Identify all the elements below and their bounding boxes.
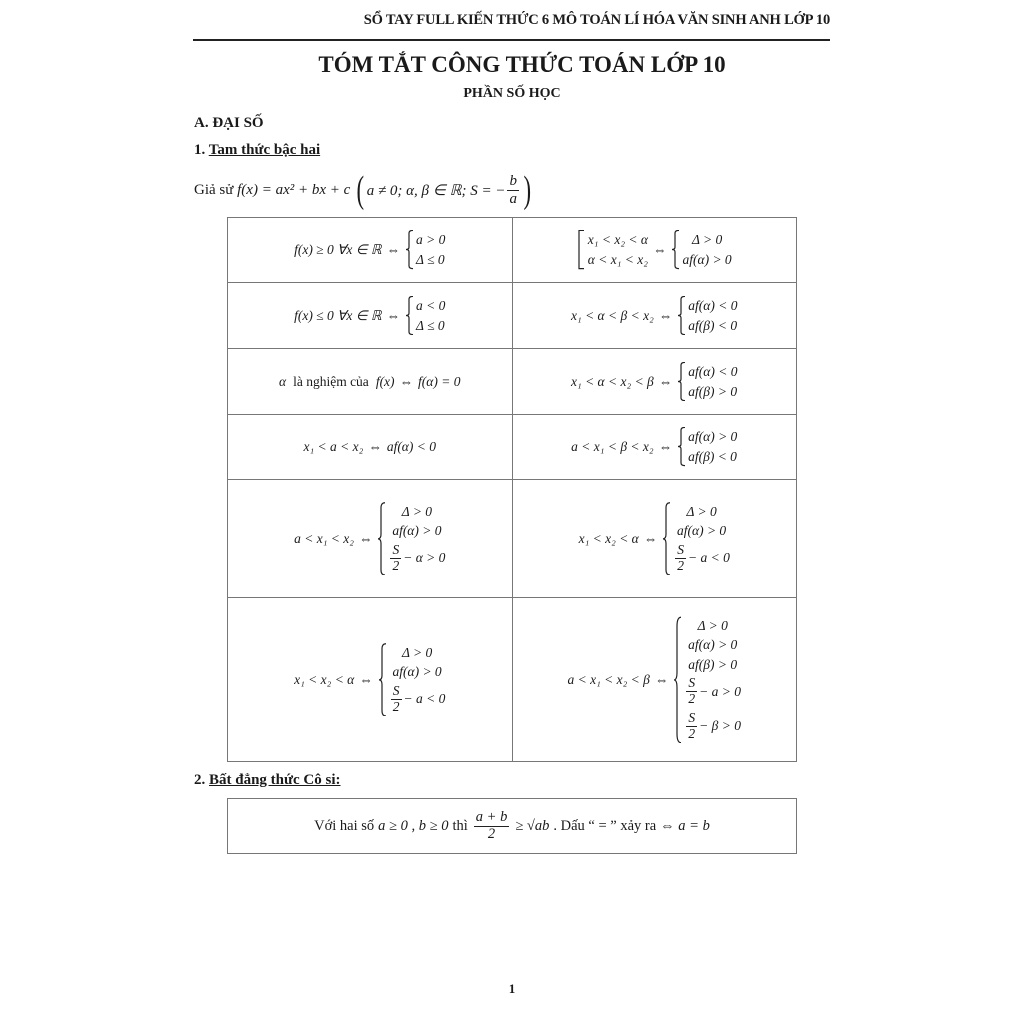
formula-cell [512,598,797,762]
formula-lhs: x₁ < x₂ < α [578,530,639,546]
condition [388,543,445,574]
iff-symbol: ⇔ [358,530,373,546]
iff-symbol: ⇔ [386,242,401,258]
given-prefix: Giả sử [194,181,234,198]
condition: Δ > 0 [691,232,723,248]
section-heading-2 [194,771,830,789]
brace-icon [405,230,414,269]
iff-symbol: ⇔ [386,307,401,323]
condition-system [377,502,445,576]
brace-icon [405,296,414,335]
cosi-condition: a ≥ 0 , b ≥ 0 [378,817,449,834]
section-heading-a: A. ĐẠI SỐ [194,115,264,131]
formula-lhs: f(x) ≥ 0 ∀x ∈ ℝ [294,242,382,258]
formula-cell [228,283,513,349]
frac-num: S [688,675,696,691]
formula-cell [228,349,513,415]
formula [571,427,737,466]
iff-symbol: ⇔ [368,439,382,455]
section-label: Bất đẳng thức Cô si: [209,772,341,788]
cosi-then: thì [452,817,468,834]
iff-symbol: ⇔ [658,439,673,455]
formula-text: là nghiệm của [293,373,369,389]
formula-cell [228,480,513,598]
fraction-b-over-a [507,173,519,207]
condition: af(α) > 0 [688,429,738,445]
iff-symbol: ⇔ [359,671,373,687]
bracket-icon [577,230,586,269]
page-title: TÓM TẮT CÔNG THỨC TOÁN LỚP 10 [318,52,726,77]
formula-cell [512,415,797,480]
condition-text: − β > 0 [699,718,741,734]
formula-rhs: af(α) < 0 [386,439,437,455]
formula [294,296,445,335]
frac-den: 2 [392,698,400,714]
frac-den: 2 [487,825,496,842]
formula-cell [228,218,513,283]
condition: af(α) < 0 [688,297,738,313]
content-flow [194,217,830,854]
section-label: Tam thức bậc hai [208,142,321,158]
condition-list [416,296,445,335]
iff-symbol: ⇔ [399,373,414,389]
formula-cell [512,480,797,598]
condition-system [378,643,446,717]
condition: af(β) > 0 [688,383,738,399]
condition: x₁ < x₂ < α [587,232,648,248]
formula-lhs: x₁ < x₂ < α [294,671,355,687]
condition [684,711,741,742]
frac-num: S [688,709,696,725]
condition: Δ ≤ 0 [416,252,445,267]
bracket-system [577,230,648,269]
condition: af(α) > 0 [392,664,442,680]
condition-text: − a < 0 [403,691,446,707]
iff-symbol: ⇔ [658,307,673,323]
table-row [228,218,797,283]
condition-system [677,362,737,401]
iff-symbol: ⇔ [654,671,669,687]
cosi-rhs: ≥ √ab [515,817,550,834]
frac-den: 2 [688,690,696,706]
condition: af(α) > 0 [676,523,727,539]
cosi-inequality-box [227,798,797,854]
brace-icon [377,502,386,576]
formula [571,362,737,401]
condition: α < x₁ < x₂ [587,252,648,267]
condition-list [673,502,730,576]
formula-lhs: a < x₁ < x₂ < β [567,671,650,687]
page-number: 1 [508,981,516,996]
condition-list [688,427,737,466]
brace-icon [671,230,680,269]
formula [577,230,732,269]
condition-text: − a > 0 [699,683,742,699]
formula-cell [512,218,797,283]
condition: af(α) > 0 [688,637,738,653]
brace-icon [677,296,686,335]
condition-list [688,296,737,335]
section-number: 2. [194,772,206,788]
condition-list [388,502,445,576]
condition: Δ > 0 [686,503,717,519]
condition-list [684,616,741,744]
condition: af(β) < 0 [688,449,737,464]
formula-table [227,217,797,762]
frac-den: a [509,190,517,207]
cosi-iff: ⇔ a = b [660,817,710,834]
formula-cell [512,283,797,349]
formula-rhs: f(α) = 0 [418,373,461,389]
condition: af(β) < 0 [688,317,738,333]
formula [579,502,730,576]
formula [571,296,737,335]
formula [294,502,445,576]
fraction [391,684,402,715]
brace-icon [677,427,686,466]
condition [684,676,741,707]
condition-system [677,296,737,335]
formula-lhs: x₁ < α < x₂ < β [571,373,654,389]
brace-icon [378,643,387,717]
frac-den: 2 [392,557,400,573]
fraction [686,711,697,742]
condition: af(β) > 0 [688,656,738,672]
formula-lhs: x₁ < a < x₂ [303,439,364,455]
condition: Δ > 0 [401,644,433,660]
formula-lhs: a < x₁ < β < x₂ [571,439,654,455]
frac-num: S [392,541,400,557]
condition: a > 0 [416,232,446,248]
frac-num: a + b [475,808,508,825]
cosi-equality: . Dấu “ = ” xảy ra [553,817,657,834]
section-number: 1. [194,142,206,158]
left-paren: ( [356,169,365,211]
formula [294,643,445,717]
formula-lhs: α [278,373,287,389]
formula [294,230,445,269]
formula [303,439,436,455]
brace-icon [677,362,686,401]
right-paren: ) [523,169,532,211]
given-function: f(x) = ax² + bx + c [237,181,351,198]
formula-cell [228,598,513,762]
condition-list [389,643,446,717]
formula-cell [512,349,797,415]
condition: af(α) > 0 [682,252,732,267]
condition [673,543,730,574]
brace-icon [662,502,671,576]
condition-system [405,296,445,335]
given-statement [194,170,534,210]
condition: a < 0 [416,297,446,313]
formula-cell [228,415,513,480]
frac-num: S [677,541,685,557]
condition-system [405,230,445,269]
iff-symbol: ⇔ [658,373,673,389]
table-row [228,349,797,415]
condition-text: − a < 0 [688,550,730,566]
formula-lhs: f(x) ≤ 0 ∀x ∈ ℝ [294,307,382,323]
frac-num: S [392,682,400,698]
brace-icon [673,616,682,744]
condition-list [688,362,737,401]
condition: af(α) > 0 [392,523,442,539]
bracket-items [588,230,648,269]
cosi-prefix: Với hai số [314,817,375,834]
section-heading-1 [194,142,320,159]
cosi-fraction [474,810,510,843]
formula-lhs2: f(x) [375,373,395,389]
condition: Δ > 0 [401,503,433,519]
condition-system [673,616,741,744]
table-row [228,598,797,762]
condition: af(α) < 0 [688,363,738,379]
table-row [228,415,797,480]
iff-symbol: ⇔ [652,242,667,258]
running-header: SỔ TAY FULL KIẾN THỨC 6 MÔ TOÁN LÍ HÓA VĂN SINH ANH LỚP 10 [363,12,830,28]
formula-lhs: a < x₁ < x₂ [294,530,354,546]
fraction [675,543,686,574]
iff-symbol: ⇔ [643,530,658,546]
formula [279,374,461,390]
condition: Δ > 0 [697,617,728,633]
condition-system [671,230,731,269]
frac-den: 2 [688,725,696,741]
condition-system [677,427,737,466]
fraction [686,676,697,707]
frac-den: 2 [677,557,685,573]
condition: Δ ≤ 0 [416,317,445,333]
frac-num: b [509,173,517,189]
condition-list [682,230,731,269]
condition-system [662,502,730,576]
page-subtitle: PHẦN SỐ HỌC [463,86,561,101]
header-divider [193,39,830,41]
condition [389,684,446,715]
table-row [228,480,797,598]
given-conditions: a ≠ 0; α, β ∈ ℝ; S = − [366,182,506,199]
formula-lhs: x₁ < α < β < x₂ [571,307,654,323]
condition-list [416,230,445,269]
table-row [228,283,797,349]
condition-text: − α > 0 [403,550,446,566]
fraction [390,543,401,574]
formula [567,616,741,744]
